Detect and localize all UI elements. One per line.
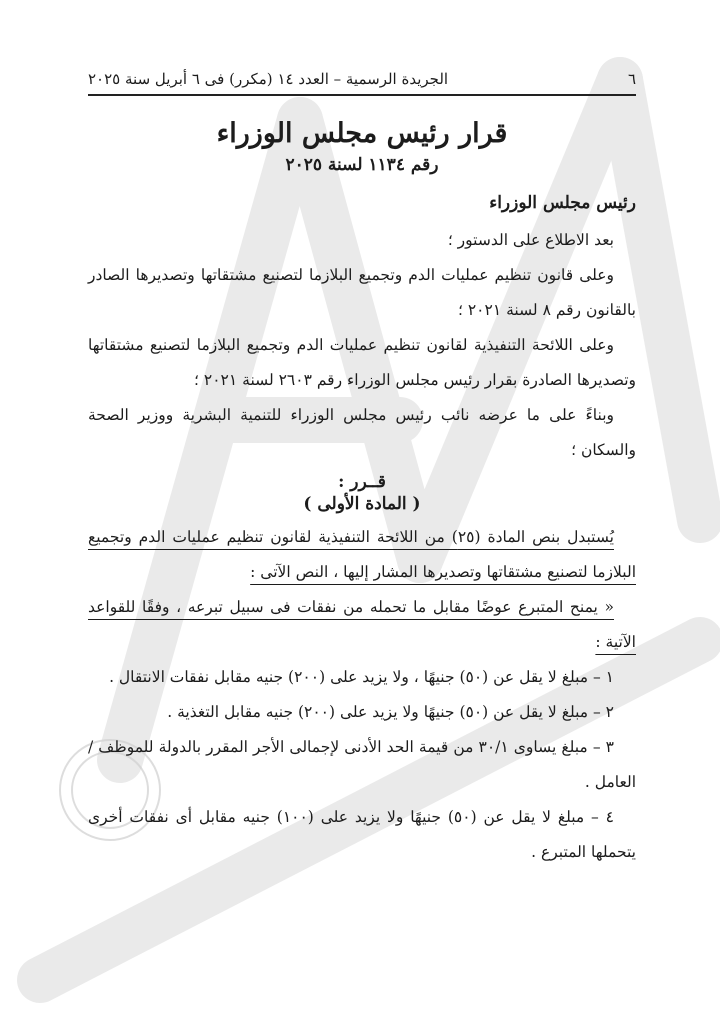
- preamble-line: وبناءً على ما عرضه نائب رئيس مجلس الوزراء للتنمية البشرية ووزير الصحة والسكان ؛: [88, 406, 636, 459]
- preamble-line: وعلى قانون تنظيم عمليات الدم وتجميع البلازما لتصنيع مشتقاتها وتصديرها الصادر بالقانون رقم ٨ لسنة ٢٠٢١ ؛: [88, 266, 636, 319]
- document-body: [88, 70, 636, 870]
- article-title: ( المادة الأولى ): [303, 494, 421, 514]
- issuer-heading: رئيس مجلس الوزراء: [489, 193, 636, 213]
- decree-word: قــرر :: [338, 472, 386, 492]
- list-item: ٤ – مبلغ لا يقل عن (٥٠) جنيهًا ولا يزيد على (١٠٠) جنيه مقابل أى نفقات أخرى يتحملها المتبرع .: [88, 808, 636, 861]
- decree-title: قرار رئيس مجلس الوزراء: [216, 118, 508, 149]
- article-body: يُستبدل بنص المادة (٢٥) من اللائحة التنفيذية لقانون تنظيم عمليات الدم وتجميع البلازما لتصنيع مشتقاتها وتصديرها المشار إليها ، النص الآتى :: [88, 528, 636, 581]
- page-header: [88, 70, 636, 96]
- list-item: ٣ – مبلغ يساوى ٣٠/١ من قيمة الحد الأدنى لإجمالى الأجر المقرر بالدولة للموظف / العامل .: [88, 738, 636, 791]
- page-number: ٦: [627, 70, 636, 88]
- quoted-intro: « يمنح المتبرع عوضًا مقابل ما تحمله من نفقات فى سبيل تبرعه ، وفقًا للقواعد الآتية :: [88, 598, 636, 651]
- gazette-line: الجريدة الرسمية – العدد ١٤ (مكرر) فى ٦ أبريل سنة ٢٠٢٥: [88, 70, 449, 88]
- decree-number: رقم ١١٣٤ لسنة ٢٠٢٥: [285, 155, 439, 175]
- list-item: ٢ – مبلغ لا يقل عن (٥٠) جنيهًا ولا يزيد على (٢٠٠) جنيه مقابل التغذية .: [167, 703, 614, 721]
- preamble-line: وعلى اللائحة التنفيذية لقانون تنظيم عمليات الدم وتجميع البلازما لتصنيع مشتقاتها وتصديرها الصادرة بقرار رئيس مجلس الوزراء رقم ٢٦٠٣ لسنة ٢٠٢١ ؛: [88, 336, 636, 389]
- list-item: ١ – مبلغ لا يقل عن (٥٠) جنيهًا ، ولا يزيد على (٢٠٠) جنيه مقابل نفقات الانتقال .: [109, 668, 614, 686]
- preamble-line: بعد الاطلاع على الدستور ؛: [447, 231, 614, 249]
